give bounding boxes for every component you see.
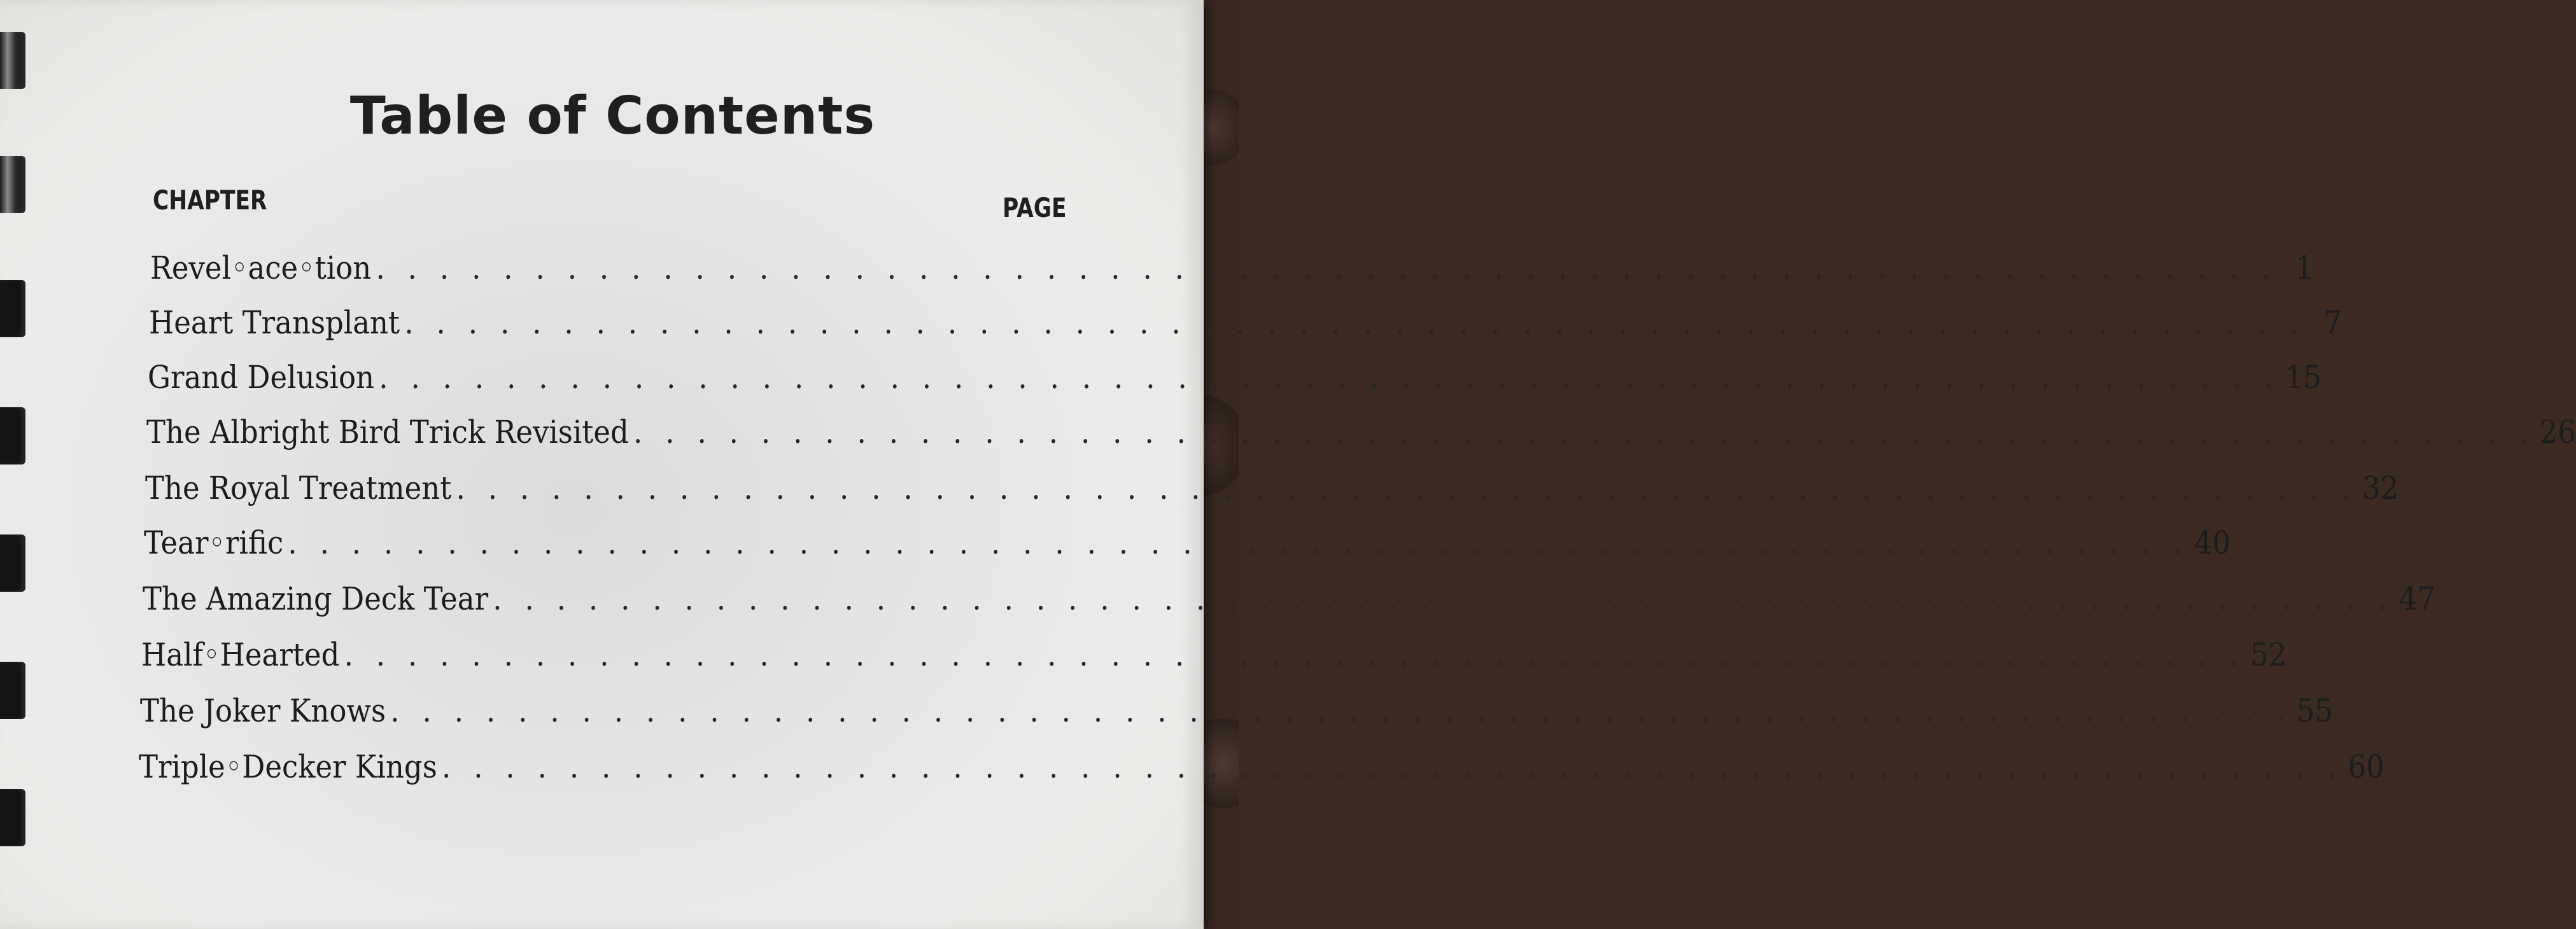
page-number: 15 (2284, 359, 2322, 396)
dot-leader: . . . . . . . . . . . . . . . . . . . . . . . . . . . . . . . . . . . . . . . . . . . . . . . . . . . . . . . . . . . . (404, 304, 2306, 341)
chapter-title: The Joker Knows (140, 692, 386, 729)
toc-entry (150, 249, 2314, 288)
chapter-title: Half◦Hearted (141, 636, 340, 673)
page-number: 7 (2323, 304, 2342, 341)
dot-leader: . . . . . . . . . . . . . . . . . . . . . . . . . . . . . . . . . . . . . . . . . . . . . . . . . . . . . . . . . . . . (456, 470, 2358, 506)
dot-leader: . . . . . . . . . . . . . . . . . . . . . . . . . . . . . . . . . . . . . . . . . . . . . . . . . . . . . . . . . . . . (288, 524, 2190, 561)
toc-entry (141, 636, 2287, 674)
dot-leader: . . . . . . . . . . . . . . . . . . . . . . . . . . . . . . . . . . . . . . . . . . . . . . . . . . . . . . . . . . . . (390, 692, 2292, 729)
page-number: 26 (2539, 414, 2576, 451)
chapter-title: Revel◦ace◦tion (150, 249, 372, 286)
toc-entry (143, 580, 2436, 618)
chapter-column-header: CHAPTER (153, 185, 267, 216)
page-number: 60 (2347, 748, 2384, 785)
chapter-title: The Royal Treatment (145, 470, 452, 506)
page-number: 52 (2250, 636, 2287, 673)
chapter-title: Tear◦rific (144, 524, 284, 561)
page-column-header: PAGE (1003, 192, 1067, 223)
chapter-title: Grand Delusion (148, 359, 375, 396)
chapter-title: Heart Transplant (149, 304, 400, 341)
toc-entry (140, 692, 2333, 730)
toc-entry (144, 524, 2231, 562)
toc-entry (149, 304, 2342, 342)
page-number: 32 (2362, 470, 2399, 506)
dot-leader: . . . . . . . . . . . . . . . . . . . . . . . . . . . . . . . . . . . . . . . . . . . . . . . . . . . . . . . . . . . . (442, 748, 2344, 785)
toc-entry (145, 470, 2399, 508)
chapter-title: The Albright Bird Trick Revisited (146, 414, 629, 451)
dot-leader: . . . . . . . . . . . . . . . . . . . . . . . . . . . . . . . . . . . . . . . . . . . . . . . . . . . . . . . . . . . . (493, 580, 2395, 617)
chapter-title: Triple◦Decker Kings (139, 748, 437, 785)
page-number: 40 (2193, 524, 2231, 561)
page-number: 47 (2398, 580, 2436, 617)
dot-leader: . . . . . . . . . . . . . . . . . . . . . . . . . . . . . . . . . . . . . . . . . . . . . . . . . . . . . . . . . . . . (633, 414, 2535, 451)
toc-entry (148, 359, 2322, 397)
page-title: Table of Contents (349, 86, 876, 146)
dot-leader: . . . . . . . . . . . . . . . . . . . . . . . . . . . . . . . . . . . . . . . . . . . . . . . . . . . . . . . . . . . . (344, 636, 2246, 673)
page-number: 1 (2295, 249, 2314, 286)
toc-entry (139, 748, 2384, 786)
toc-entry (146, 414, 2576, 452)
chapter-title: The Amazing Deck Tear (143, 580, 489, 617)
dot-leader: . . . . . . . . . . . . . . . . . . . . . . . . . . . . . . . . . . . . . . . . . . . . . . . . . . . . . . . . . . . . (376, 249, 2277, 286)
dot-leader: . . . . . . . . . . . . . . . . . . . . . . . . . . . . . . . . . . . . . . . . . . . . . . . . . . . . . . . . . . . . (379, 359, 2281, 396)
page-number: 55 (2296, 692, 2333, 729)
